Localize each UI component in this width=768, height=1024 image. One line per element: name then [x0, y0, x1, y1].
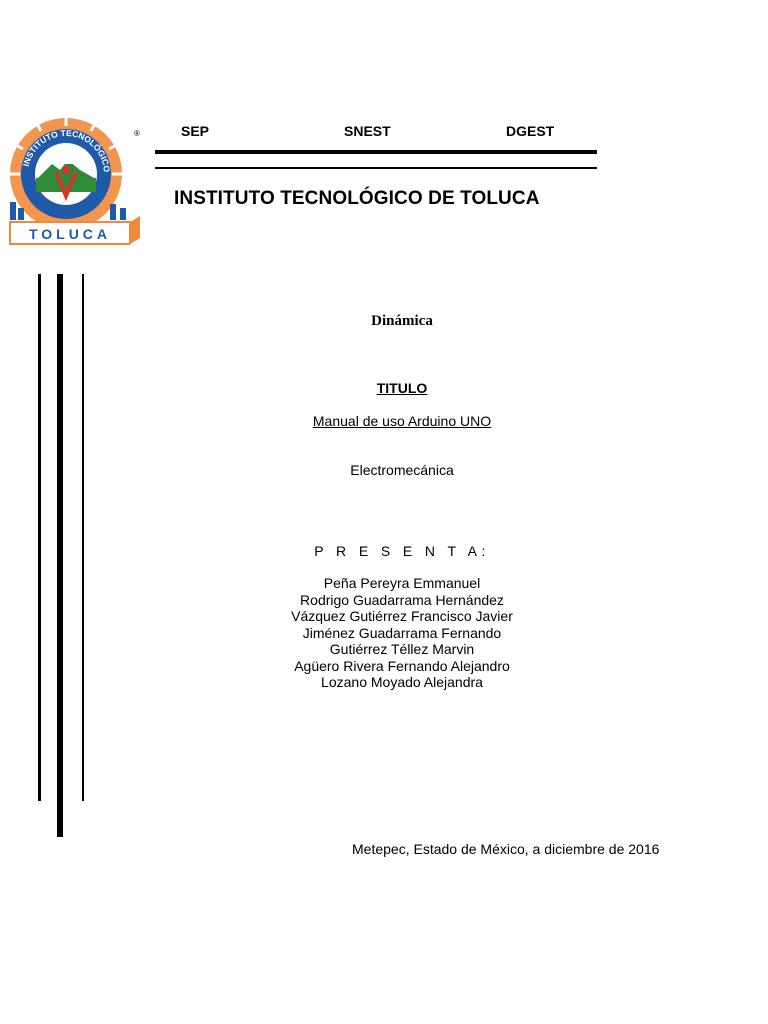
author-name: Peña Pereyra Emmanuel — [323, 575, 481, 591]
document-name: Manual de uso Arduino UNO — [312, 413, 492, 429]
vertical-rule-left — [38, 274, 41, 801]
header-org-dgest: DGEST — [506, 123, 555, 139]
header-org-sep: SEP — [181, 123, 210, 139]
vertical-rule-middle — [57, 274, 63, 837]
vertical-rule-right — [82, 274, 84, 801]
svg-text:TOLUCA: TOLUCA — [28, 226, 112, 242]
career-name: Electromecánica — [350, 462, 454, 478]
author-name: Gutiérrez Téllez Marvin — [329, 641, 475, 657]
author-list — [196, 575, 608, 691]
svg-text:INSTITUTO TECNOLÓGICO: INSTITUTO TECNOLÓGICO — [20, 127, 113, 173]
author-name: Jiménez Guadarrama Fernando — [302, 624, 502, 641]
header-rule-thin — [155, 167, 597, 169]
institution-title: INSTITUTO TECNOLÓGICO DE TOLUCA — [174, 188, 540, 209]
institution-logo — [6, 112, 146, 247]
place-and-date: Metepec, Estado de México, a diciembre de 2016 — [352, 841, 660, 857]
presenta-label: P R E S E N T A: — [314, 543, 490, 559]
author-name: Agüero Rivera Fernando Alejandro — [294, 657, 510, 674]
author-name: Lozano Moyado Alejandra — [321, 674, 483, 690]
author-name: Vázquez Gutiérrez Francisco Javier — [291, 608, 513, 624]
header-rule-thick — [155, 150, 597, 154]
svg-text:®: ® — [134, 129, 140, 138]
author-name: Rodrigo Guadarrama Hernández — [300, 591, 504, 608]
header-org-snest: SNEST — [344, 123, 391, 139]
title-label: TITULO — [376, 380, 428, 396]
subject-name: Dinámica — [371, 313, 433, 329]
